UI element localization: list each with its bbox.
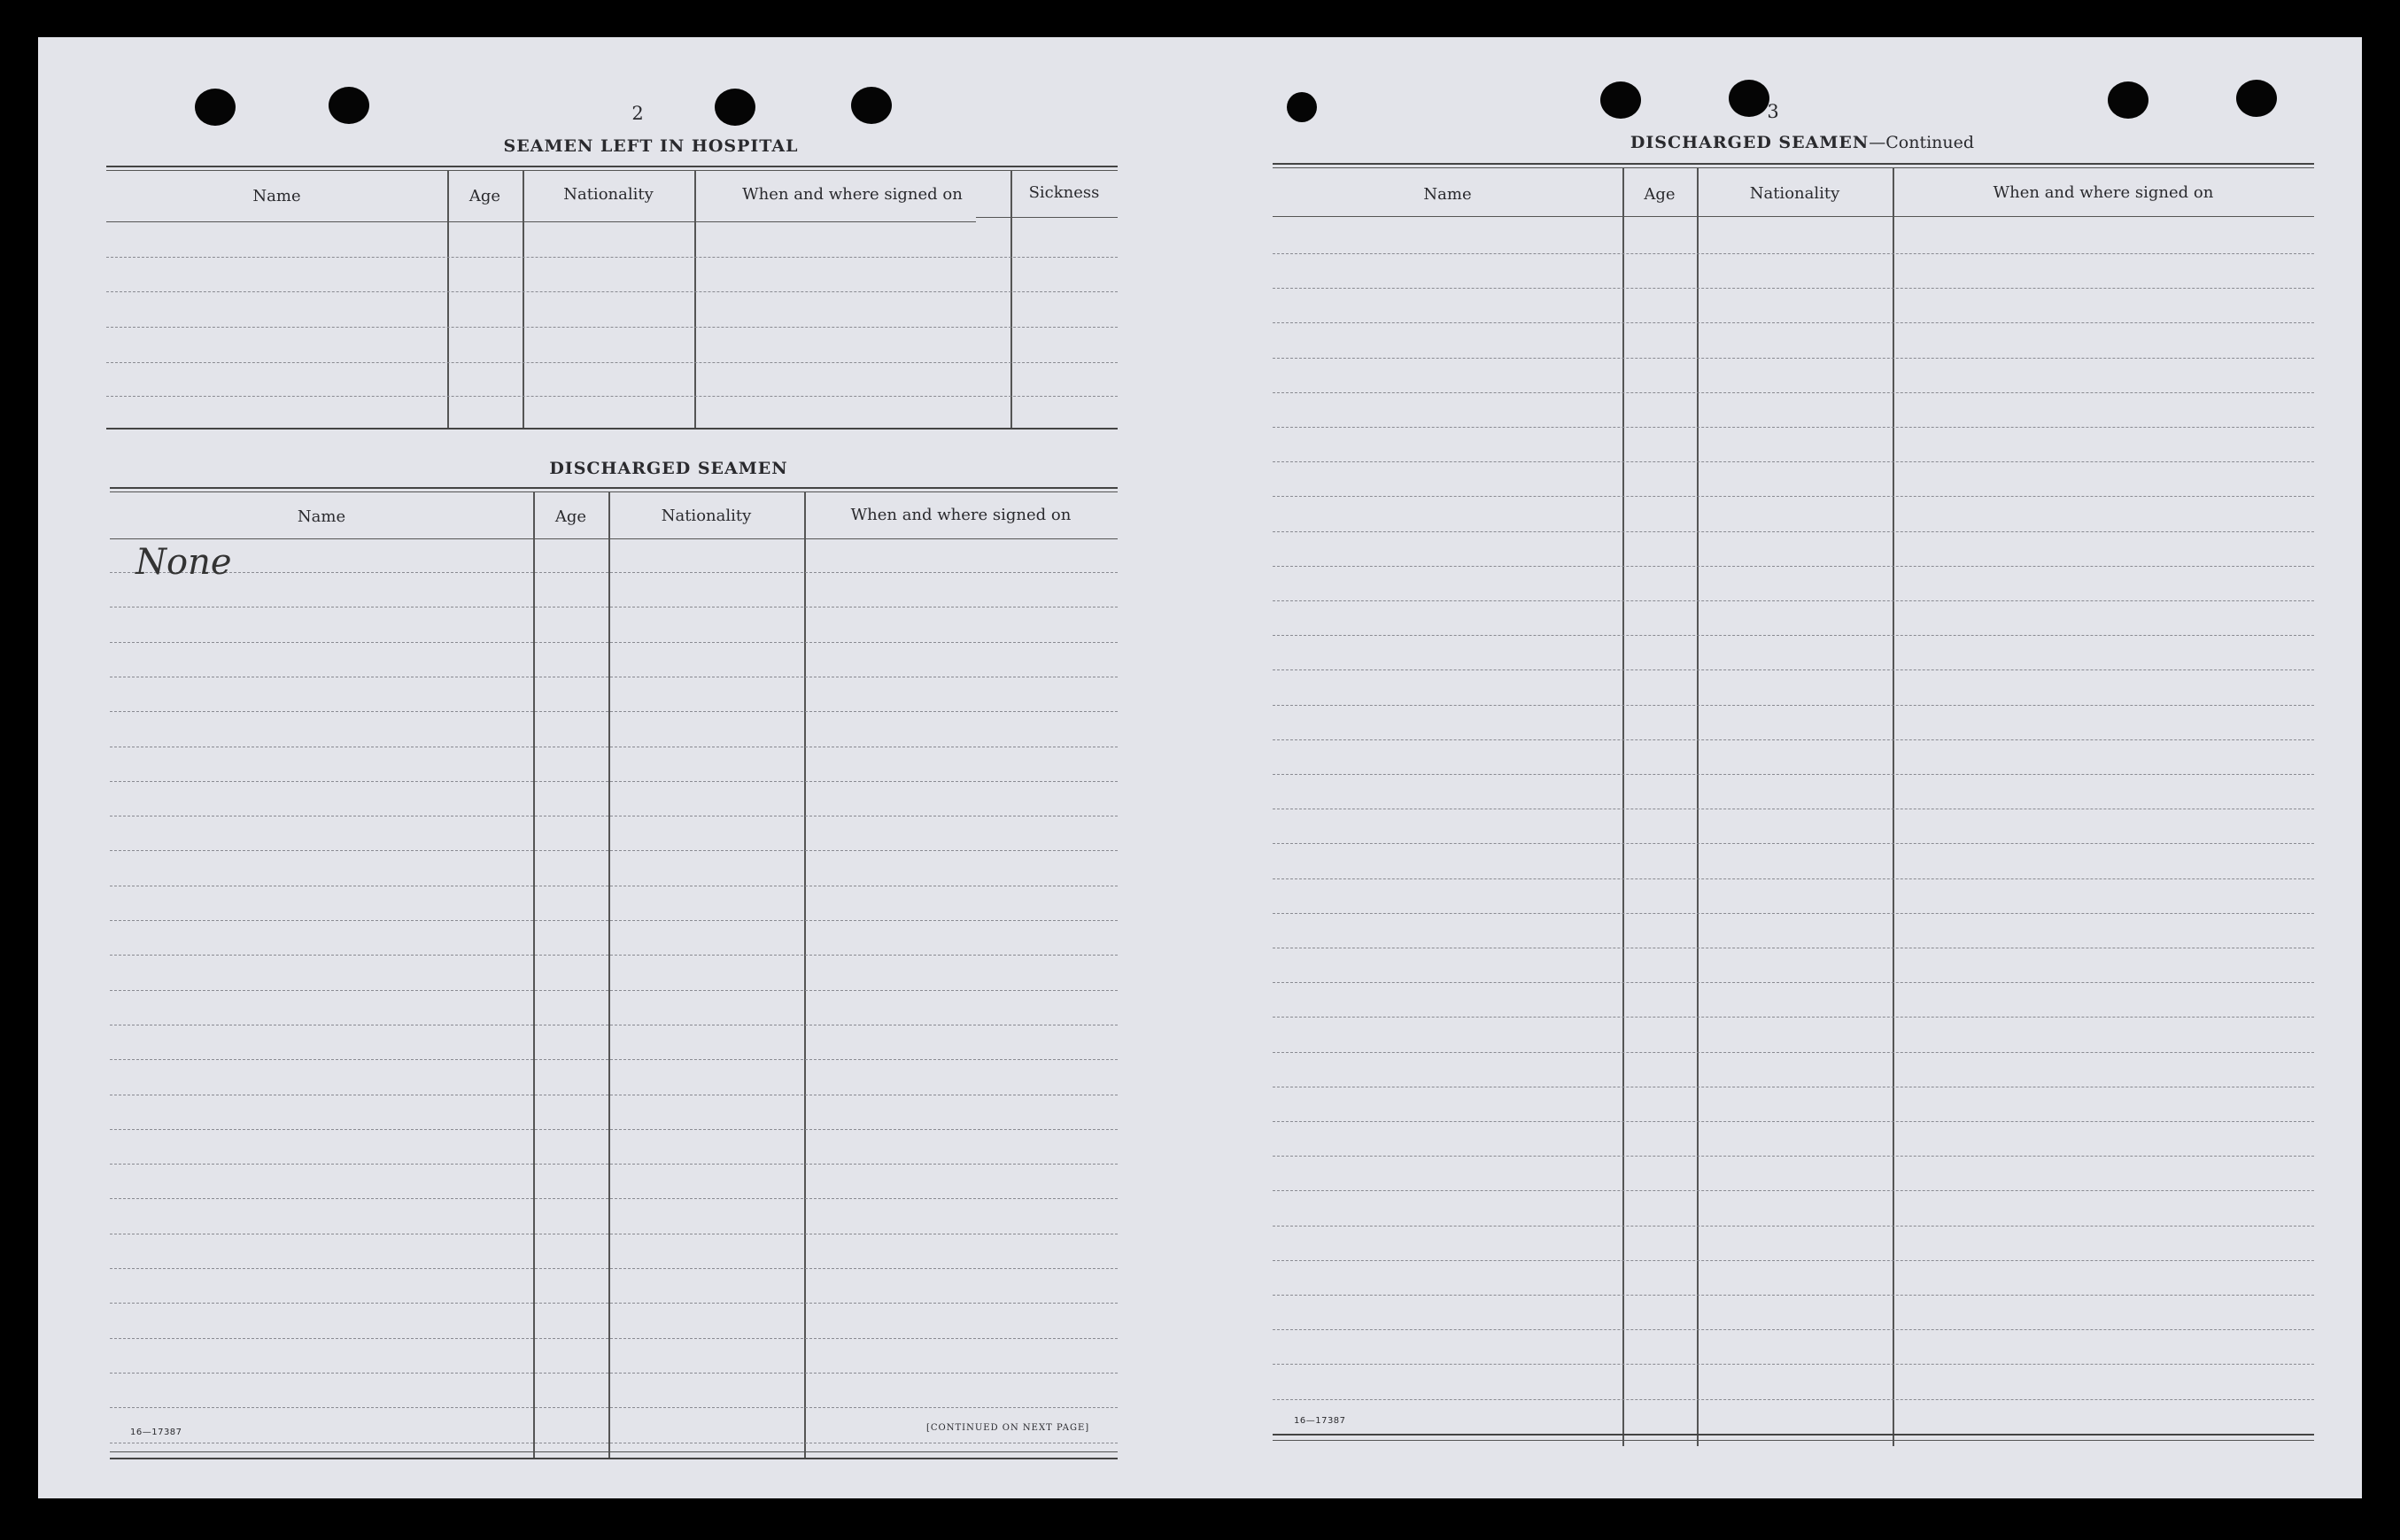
table-row bbox=[1273, 496, 2314, 497]
table-row bbox=[1273, 253, 2314, 254]
hospital-col-name: Name bbox=[252, 187, 301, 205]
form-number-right: 16—17387 bbox=[1294, 1416, 1346, 1426]
table-row bbox=[1273, 600, 2314, 601]
table-row bbox=[106, 327, 1118, 328]
handwritten-none: None bbox=[135, 542, 232, 583]
table-row bbox=[1273, 1364, 2314, 1365]
table-row bbox=[1273, 1017, 2314, 1018]
table-row bbox=[1273, 843, 2314, 844]
table-row bbox=[1273, 1399, 2314, 1400]
table-row bbox=[110, 1129, 1118, 1130]
punch-hole bbox=[851, 87, 892, 124]
page-number-right: 3 bbox=[1767, 101, 1779, 122]
discharged-cont-col-nationality: Nationality bbox=[1749, 184, 1840, 203]
hospital-col-signed-on: When and where signed on bbox=[742, 185, 963, 204]
table-row bbox=[110, 1059, 1118, 1060]
table-row bbox=[110, 572, 1118, 573]
table-row bbox=[1273, 774, 2314, 775]
table-row bbox=[1273, 1295, 2314, 1296]
table-row bbox=[110, 1164, 1118, 1165]
punch-hole bbox=[715, 89, 755, 126]
table-row bbox=[106, 362, 1118, 363]
discharged-section-title: DISCHARGED SEAMEN bbox=[549, 459, 788, 478]
table-row bbox=[1273, 531, 2314, 532]
table-row bbox=[110, 1268, 1118, 1269]
table-row bbox=[1273, 1329, 2314, 1330]
table-row bbox=[110, 850, 1118, 851]
punch-hole bbox=[1287, 92, 1317, 122]
table-row bbox=[106, 291, 1118, 292]
table-row bbox=[1273, 878, 2314, 879]
punch-hole bbox=[2108, 81, 2148, 119]
table-row bbox=[106, 396, 1118, 397]
hospital-col-nationality: Nationality bbox=[563, 185, 654, 204]
discharged-cont-col-signed-on: When and where signed on bbox=[1993, 183, 2214, 202]
discharged-cont-col-age: Age bbox=[1644, 185, 1676, 204]
discharged-table-left bbox=[110, 487, 1118, 1463]
discharged-col-name: Name bbox=[297, 507, 346, 526]
hospital-col-sickness: Sickness bbox=[1028, 183, 1100, 202]
table-row bbox=[1273, 1226, 2314, 1227]
table-row bbox=[1273, 739, 2314, 740]
table-row bbox=[1273, 705, 2314, 706]
table-row bbox=[110, 711, 1118, 712]
table-row bbox=[1273, 1156, 2314, 1157]
table-row bbox=[1273, 1052, 2314, 1053]
table-row bbox=[1273, 913, 2314, 914]
punch-hole bbox=[1600, 81, 1641, 119]
table-row bbox=[110, 1373, 1118, 1374]
table-row bbox=[110, 920, 1118, 921]
table-row bbox=[110, 1198, 1118, 1199]
table-row bbox=[1273, 1190, 2314, 1191]
punch-hole bbox=[2236, 80, 2277, 117]
manifest-sheet bbox=[38, 37, 2362, 1498]
table-row bbox=[1273, 1260, 2314, 1261]
discharged-continued-title bbox=[1554, 133, 2050, 152]
discharged-continued-suffix: —Continued bbox=[1869, 133, 1975, 152]
table-row bbox=[1273, 322, 2314, 323]
page-number-left: 2 bbox=[631, 103, 644, 124]
table-row bbox=[110, 1338, 1118, 1339]
table-row bbox=[1273, 358, 2314, 359]
table-row bbox=[110, 1303, 1118, 1304]
table-row bbox=[110, 1407, 1118, 1408]
table-row bbox=[1273, 392, 2314, 393]
discharged-continued-title-main: DISCHARGED SEAMEN bbox=[1630, 133, 1870, 152]
punch-hole bbox=[329, 87, 369, 124]
table-row bbox=[110, 781, 1118, 782]
hospital-col-age: Age bbox=[468, 187, 501, 205]
discharged-col-nationality: Nationality bbox=[661, 507, 752, 525]
discharged-table-right bbox=[1273, 163, 2314, 1449]
table-row bbox=[110, 642, 1118, 643]
form-number-left: 16—17387 bbox=[130, 1428, 182, 1437]
table-row bbox=[1273, 635, 2314, 636]
discharged-col-signed-on: When and where signed on bbox=[850, 506, 1072, 524]
continued-note: [CONTINUED ON NEXT PAGE] bbox=[926, 1423, 1090, 1433]
punch-hole bbox=[195, 89, 236, 126]
discharged-col-age: Age bbox=[554, 507, 587, 526]
table-row bbox=[1273, 288, 2314, 289]
table-row bbox=[1273, 982, 2314, 983]
hospital-section-title: SEAMEN LEFT IN HOSPITAL bbox=[503, 136, 799, 156]
table-row bbox=[1273, 427, 2314, 428]
table-row bbox=[1273, 1121, 2314, 1122]
table-row bbox=[110, 955, 1118, 956]
discharged-cont-col-name: Name bbox=[1423, 185, 1472, 204]
table-row bbox=[110, 990, 1118, 991]
table-row bbox=[1273, 669, 2314, 670]
table-row bbox=[1273, 566, 2314, 567]
table-row bbox=[1273, 461, 2314, 462]
table-row bbox=[106, 257, 1118, 258]
hospital-table bbox=[106, 166, 1118, 431]
